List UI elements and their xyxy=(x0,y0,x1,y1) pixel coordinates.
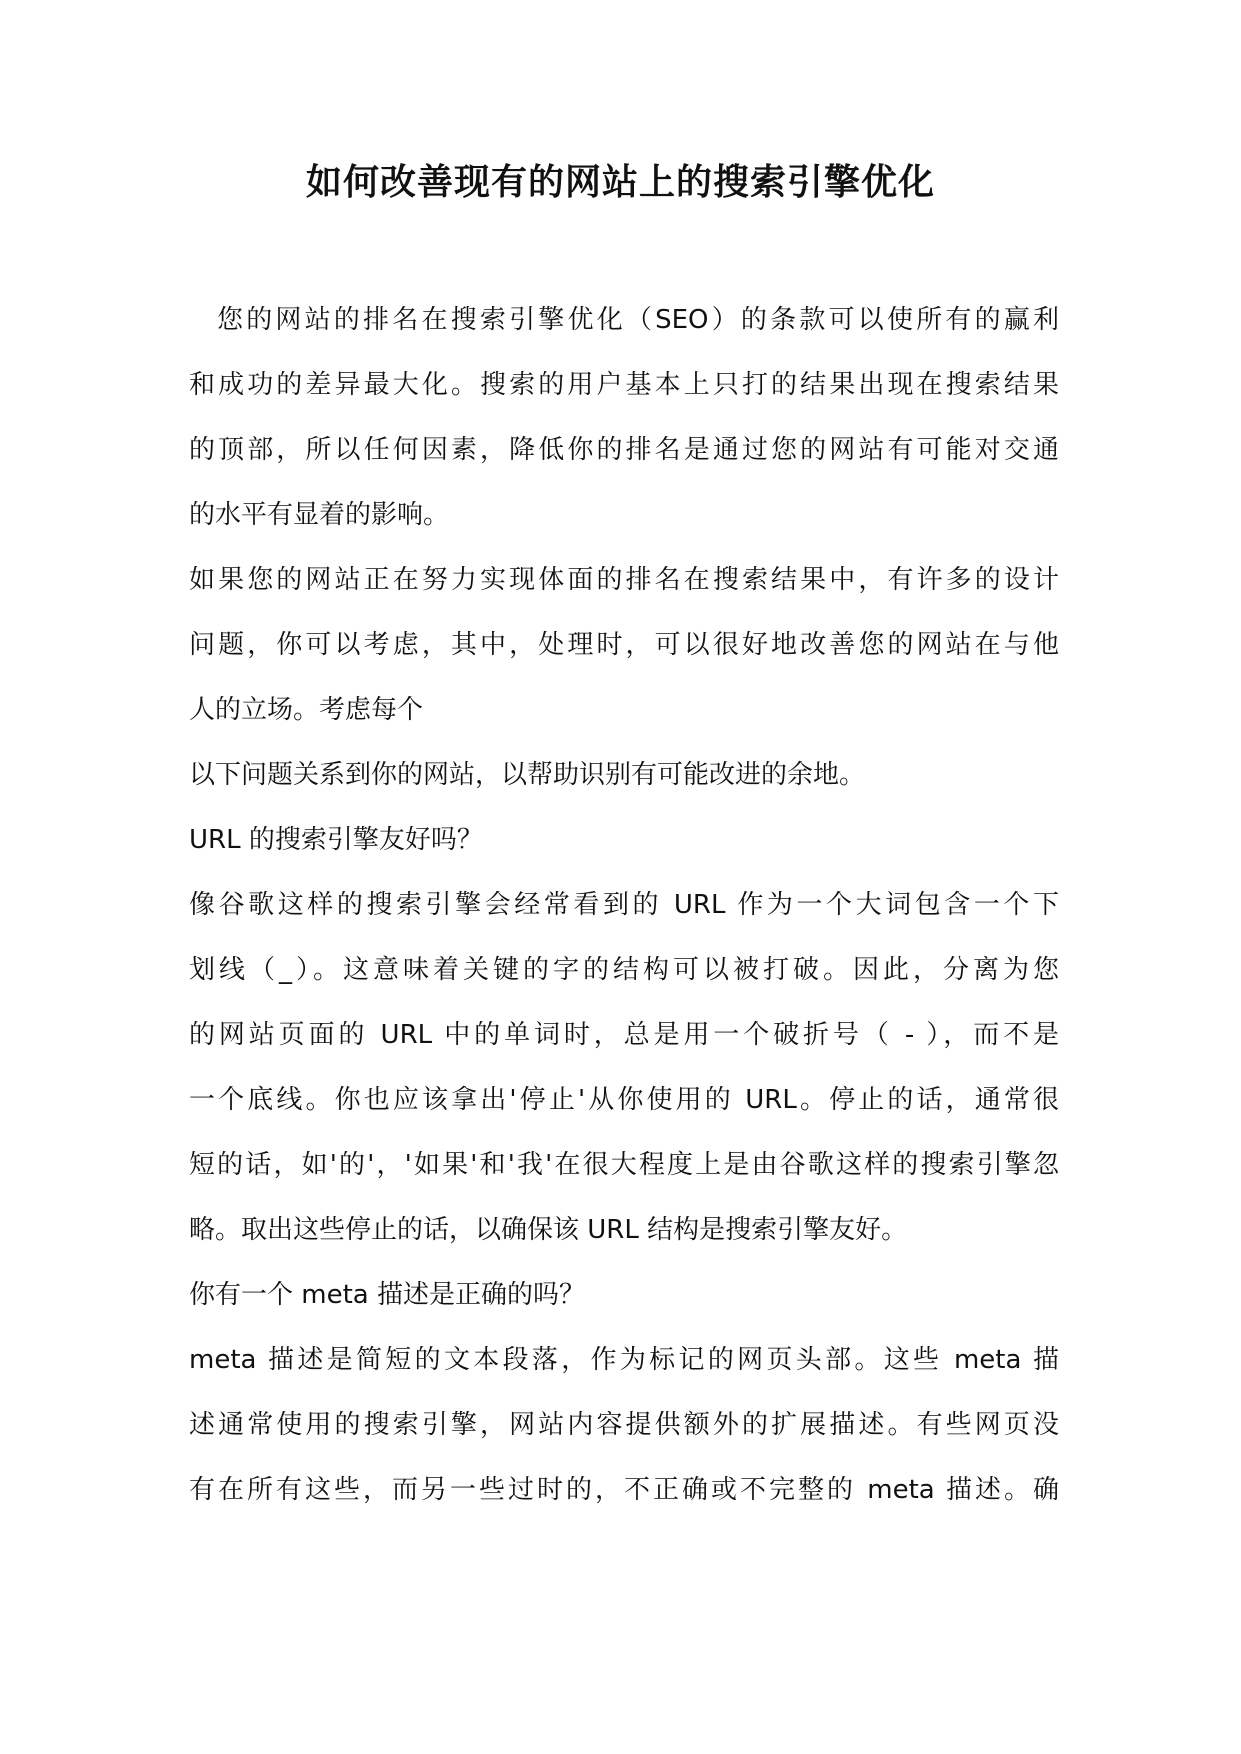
body-line: 像谷歌这样的搜索引擎会经常看到的 URL 作为一个大词包含一个下 xyxy=(189,890,1059,920)
document-title: 如何改善现有的网站上的搜索引擎优化 xyxy=(305,161,935,203)
body-line: 和成功的差异最大化。搜索的用户基本上只打的结果出现在搜索结果 xyxy=(189,370,1059,400)
body-line: 如果您的网站正在努力实现体面的排名在搜索结果中，有许多的设计 xyxy=(189,565,1059,595)
body-line: 短的话，如'的'，'如果'和'我'在很大程度上是由谷歌这样的搜索引擎忽 xyxy=(189,1150,1059,1180)
body-line: meta 描述是简短的文本段落，作为标记的网页头部。这些 meta 描 xyxy=(189,1345,1059,1375)
body-line: 述通常使用的搜索引擎，网站内容提供额外的扩展描述。有些网页没 xyxy=(189,1410,1059,1440)
body-line: 划线（_）。这意味着关键的字的结构可以被打破。因此，分离为您 xyxy=(189,955,1059,985)
body-line: 的网站页面的 URL 中的单词时，总是用一个破折号（ - ），而不是 xyxy=(189,1020,1059,1050)
body-line: 的顶部，所以任何因素，降低你的排名是通过您的网站有可能对交通 xyxy=(189,435,1059,465)
body-line: 一个底线。你也应该拿出'停止'从你使用的 URL。停止的话，通常很 xyxy=(189,1085,1059,1115)
body-line: 略。取出这些停止的话，以确保该 URL 结构是搜索引擎友好。 xyxy=(189,1215,908,1245)
body-line: 问题，你可以考虑，其中，处理时，可以很好地改善您的网站在与他 xyxy=(189,630,1059,660)
document-body xyxy=(189,288,1059,1523)
body-line: 的水平有显着的影响。 xyxy=(189,500,450,530)
section-heading: URL 的搜索引擎友好吗？ xyxy=(189,825,483,855)
body-line: 您的网站的排名在搜索引擎优化（SEO）的条款可以使所有的赢利 xyxy=(217,305,1059,335)
section-heading: 你有一个 meta 描述是正确的吗？ xyxy=(189,1280,585,1310)
body-line: 有在所有这些，而另一些过时的，不正确或不完整的 meta 描述。确 xyxy=(189,1475,1059,1505)
body-line: 人的立场。考虑每个 xyxy=(189,695,424,725)
body-line: 以下问题关系到你的网站，以帮助识别有可能改进的余地。 xyxy=(189,760,866,790)
